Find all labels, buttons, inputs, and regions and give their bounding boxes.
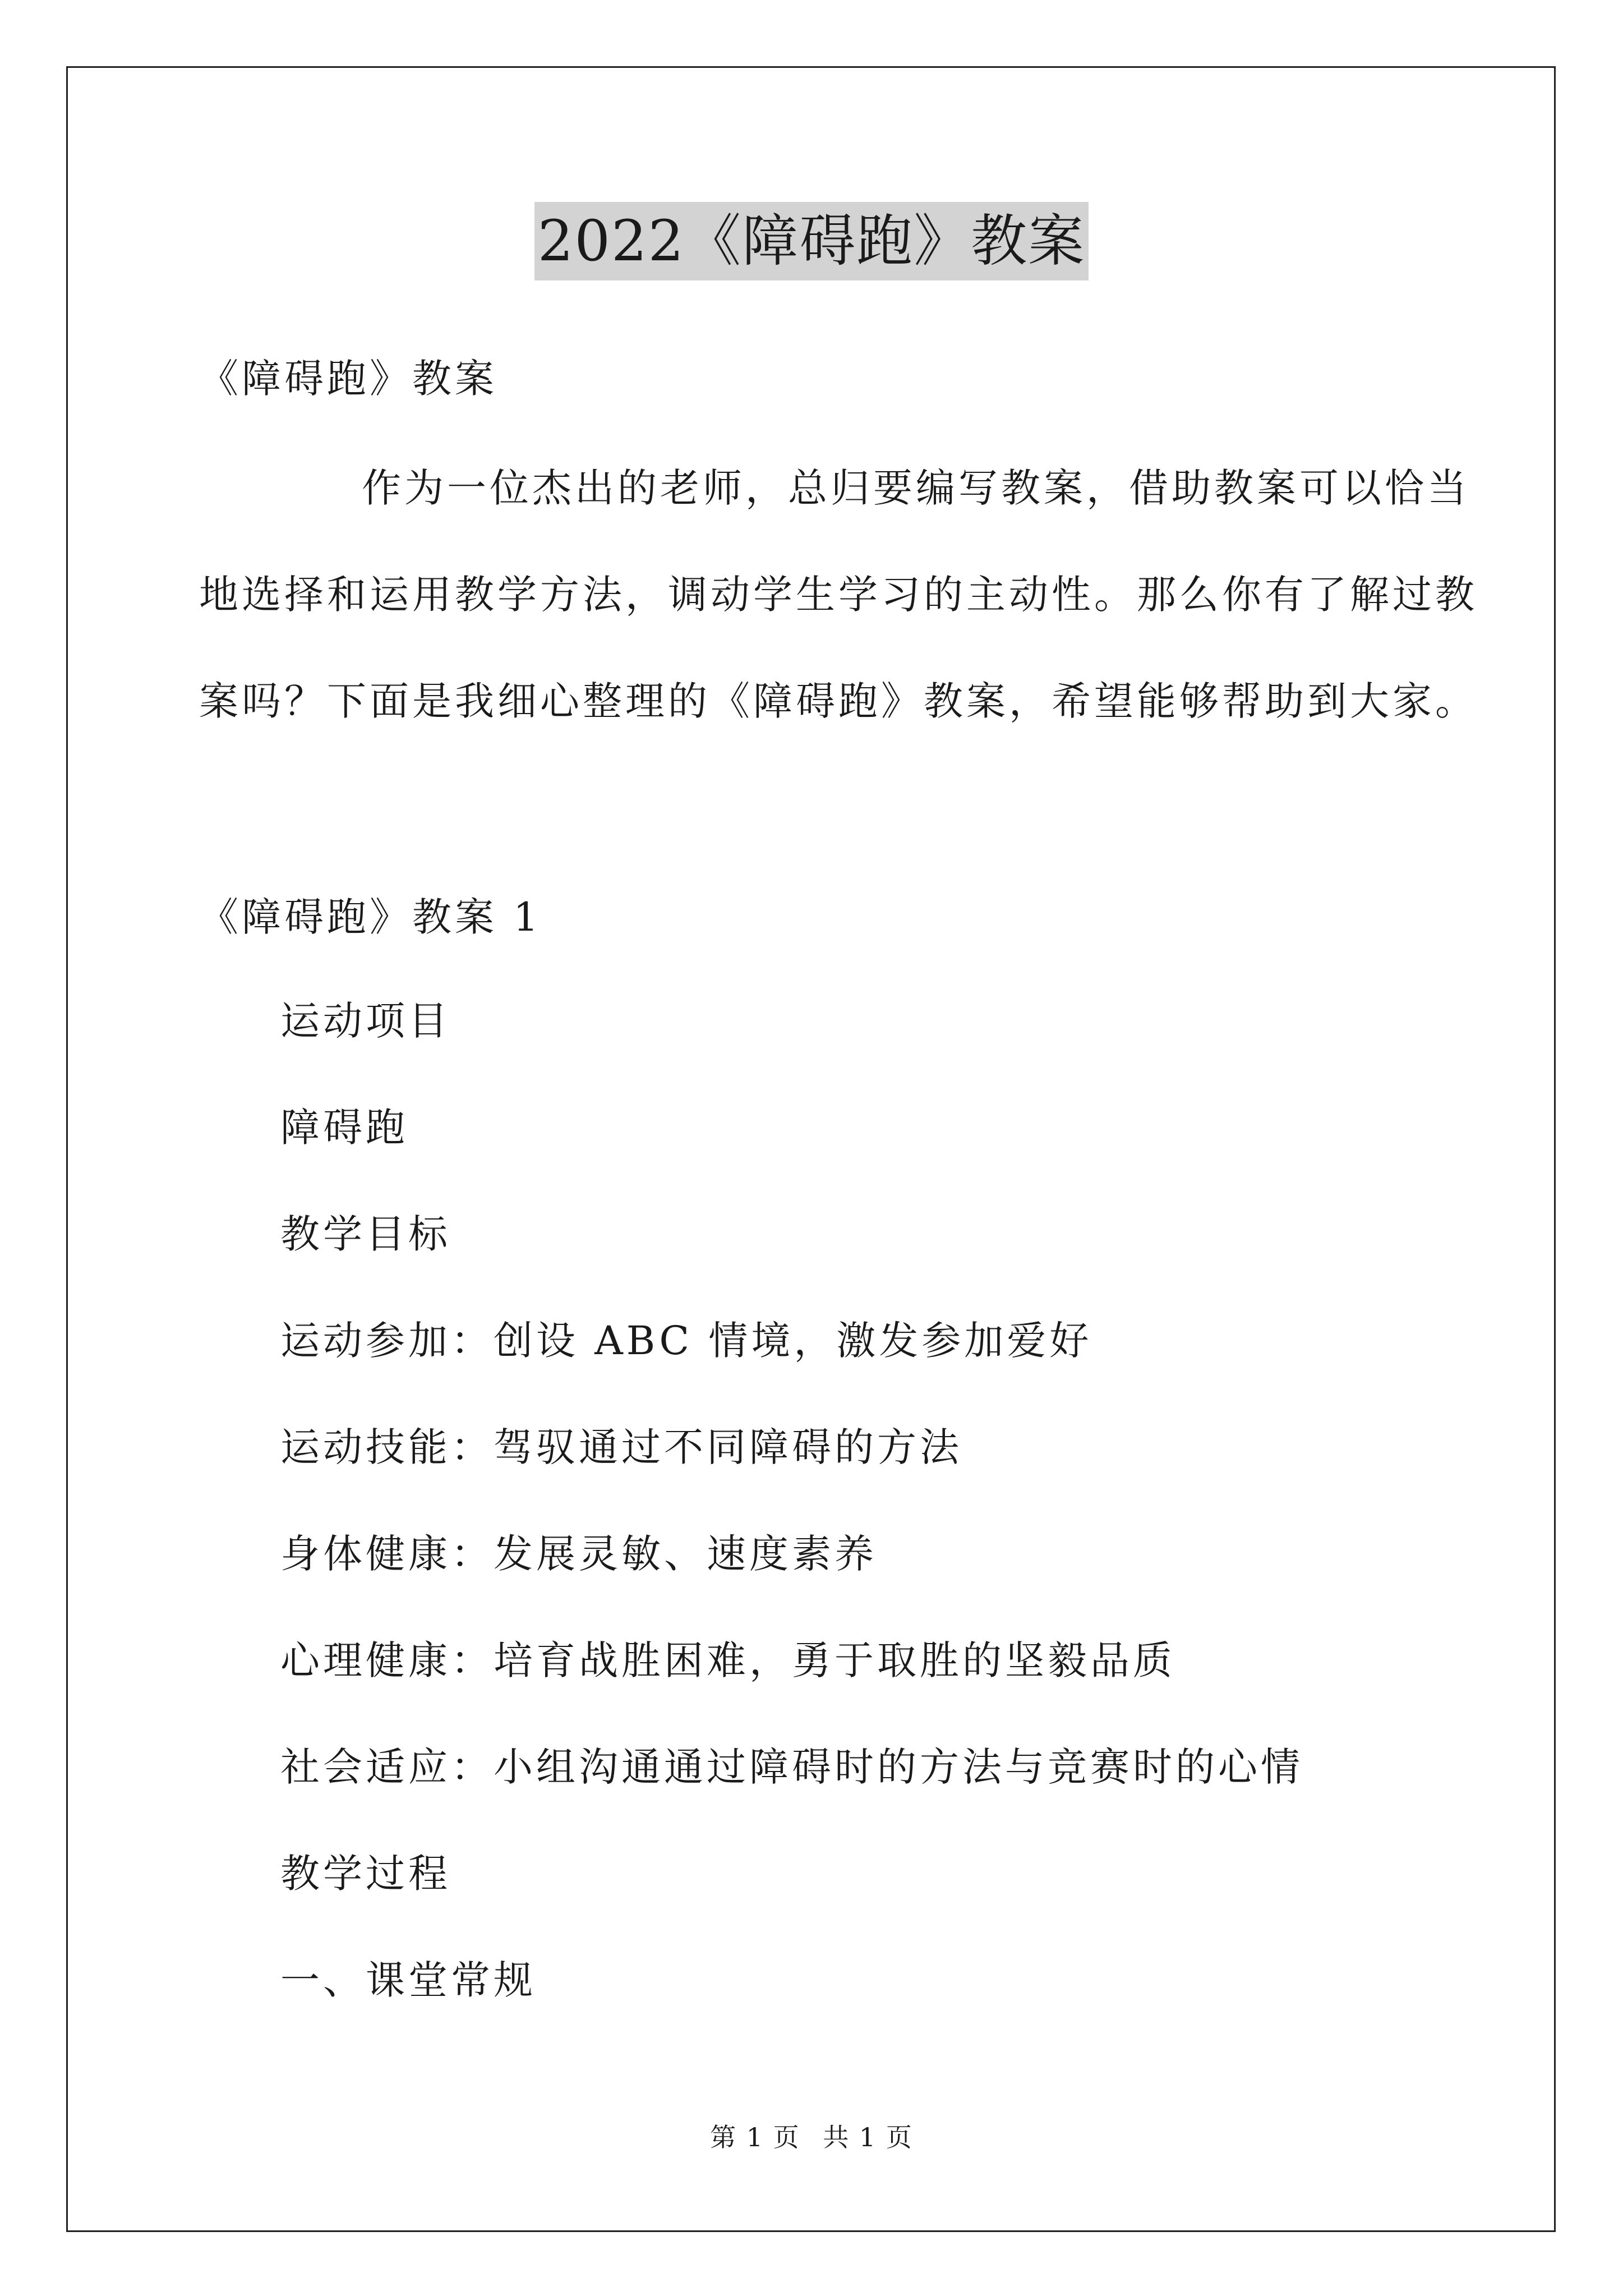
list-item: 身体健康：发展灵敏、速度素养 (280, 1531, 877, 1577)
intro-line-2: 地选择和运用教学方法，调动学生学习的主动性。那么你有了解过教 (199, 572, 1478, 618)
total-pages: 共 1 页 (823, 2122, 913, 2152)
page-footer (0, 2120, 1623, 2154)
list-item: 心理健康：培育战胜困难，勇于取胜的坚毅品质 (280, 1637, 1175, 1683)
list-item: 运动项目 (280, 998, 451, 1044)
list-item: 障碍跑 (280, 1105, 408, 1151)
list-item: 一、课堂常规 (280, 1957, 536, 2003)
current-page-number: 第 1 页 (710, 2122, 800, 2152)
list-item: 教学过程 (280, 1851, 451, 1897)
intro-line-3: 案吗？下面是我细心整理的《障碍跑》教案，希望能够帮助到大家。 (199, 678, 1478, 724)
section-heading: 《障碍跑》教案 1 (199, 894, 542, 940)
list-item: 教学目标 (280, 1211, 451, 1257)
list-item: 运动技能：驾驭通过不同障碍的方法 (280, 1424, 962, 1470)
intro-line-1: 作为一位杰出的老师，总归要编写教案，借助教案可以恰当 (362, 465, 1470, 511)
document-title: 2022《障碍跑》教案 (534, 202, 1089, 280)
list-item: 运动参加：创设 ABC 情境，激发参加爱好 (280, 1318, 1092, 1364)
document-subtitle: 《障碍跑》教案 (199, 356, 497, 402)
title-container (0, 202, 1623, 280)
list-item: 社会适应：小组沟通通过障碍时的方法与竞赛时的心情 (280, 1744, 1303, 1790)
